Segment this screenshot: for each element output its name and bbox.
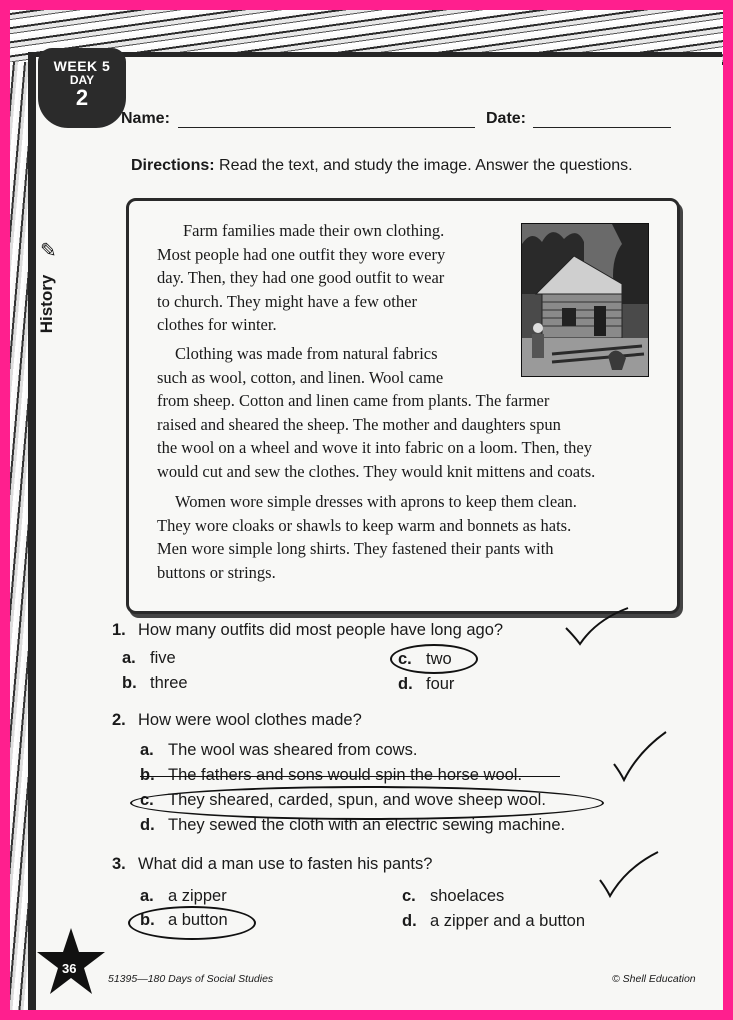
q2-option-a[interactable]: a. The wool was sheared from cows. [140, 741, 418, 759]
question-number: 2. [112, 711, 126, 729]
question-text: What did a man use to fasten his pants? [138, 855, 433, 873]
reading-passage-box [126, 198, 680, 614]
week-day-badge [38, 48, 126, 128]
passage-line: from sheep. Cotton and linen came from plants. The farmer [157, 391, 550, 410]
directions [131, 157, 633, 175]
answer-circle [390, 644, 478, 674]
passage-line: Most people had one outfit they wore every [157, 244, 446, 264]
name-field[interactable] [178, 127, 475, 128]
checkmark-icon [562, 606, 632, 648]
date-label: Date: [486, 110, 527, 127]
question-text: How many outfits did most people have long ago? [138, 621, 504, 639]
subject-label: History [37, 274, 56, 334]
strikethrough-line [140, 776, 560, 777]
passage-line: Men wore simple long shirts. They fastened their pants with [157, 539, 554, 558]
name-label: Name: [121, 110, 170, 127]
passage-line: Clothing was made from natural fabrics [175, 344, 438, 363]
week-label: WEEK 5 [53, 58, 111, 74]
checkmark-icon [596, 848, 662, 898]
directions-label: Directions: [131, 157, 215, 174]
date-field[interactable] [533, 127, 671, 128]
passage-line: Women wore simple dresses with aprons to keep them clean. [175, 492, 577, 511]
directions-text: Read the text, and study the image. Answer the questions. [219, 157, 633, 174]
wood-texture-side [10, 62, 28, 1010]
passage-line: raised and sheared the sheep. The mother and daughters spun [157, 414, 561, 434]
passage-line: clothes for winter. [157, 315, 277, 334]
day-number: 2 [75, 85, 89, 110]
question-3 [112, 855, 432, 874]
q3-option-d[interactable]: d. a zipper and a button [402, 912, 586, 930]
q2-option-b[interactable]: b. The fathers and sons would spin the horse wool. [140, 766, 523, 784]
worksheet-page [10, 10, 723, 1010]
page-number: 36 [62, 961, 77, 976]
checkmark-icon [610, 730, 670, 782]
question-1 [112, 621, 503, 640]
subject-tab [34, 238, 64, 334]
passage-line: the wool on a wheel and wove it into fabric on a loom. Then, they [157, 438, 593, 457]
q3-option-c[interactable]: c. shoelaces [402, 887, 505, 905]
q2-option-d[interactable]: d. They sewed the cloth with an electric sewing machine. [140, 816, 566, 834]
q1-option-b[interactable]: b. three [122, 674, 188, 692]
passage-line: such as wool, cotton, and linen. Wool came [157, 367, 444, 387]
question-text: How were wool clothes made? [138, 711, 362, 729]
book-title: 51395—180 Days of Social Studies [108, 973, 274, 985]
day-label: DAY [69, 73, 95, 87]
question-number: 1. [112, 621, 126, 639]
question-2 [112, 711, 362, 730]
q1-option-c[interactable]: c. two [398, 650, 452, 668]
answer-circle [130, 786, 604, 820]
passage-line: would cut and sew the clothes. They would knit mittens and coats. [157, 461, 596, 481]
publisher: © Shell Education [612, 973, 696, 985]
pencil-paper-icon: ✎ [40, 240, 57, 262]
q1-option-d[interactable]: d. four [398, 675, 455, 693]
q2-option-c[interactable]: c. They sheared, carded, spun, and wove sheep wool. [140, 791, 546, 809]
passage-line: They wore cloaks or shawls to keep warm and bonnets as hats. [157, 515, 572, 535]
q3-option-b[interactable]: b. a button [140, 911, 228, 929]
passage-line: to church. They might have a few other [157, 291, 417, 311]
passage-line: day. Then, they had one good outfit to wear [157, 268, 445, 287]
question-number: 3. [112, 855, 126, 873]
q1-option-a[interactable]: a. five [122, 649, 176, 667]
passage-line: Farm families made their own clothing. [183, 221, 445, 240]
answer-circle [128, 906, 256, 940]
passage-line: buttons or strings. [157, 562, 276, 582]
q3-option-a[interactable]: a. a zipper [140, 887, 227, 905]
